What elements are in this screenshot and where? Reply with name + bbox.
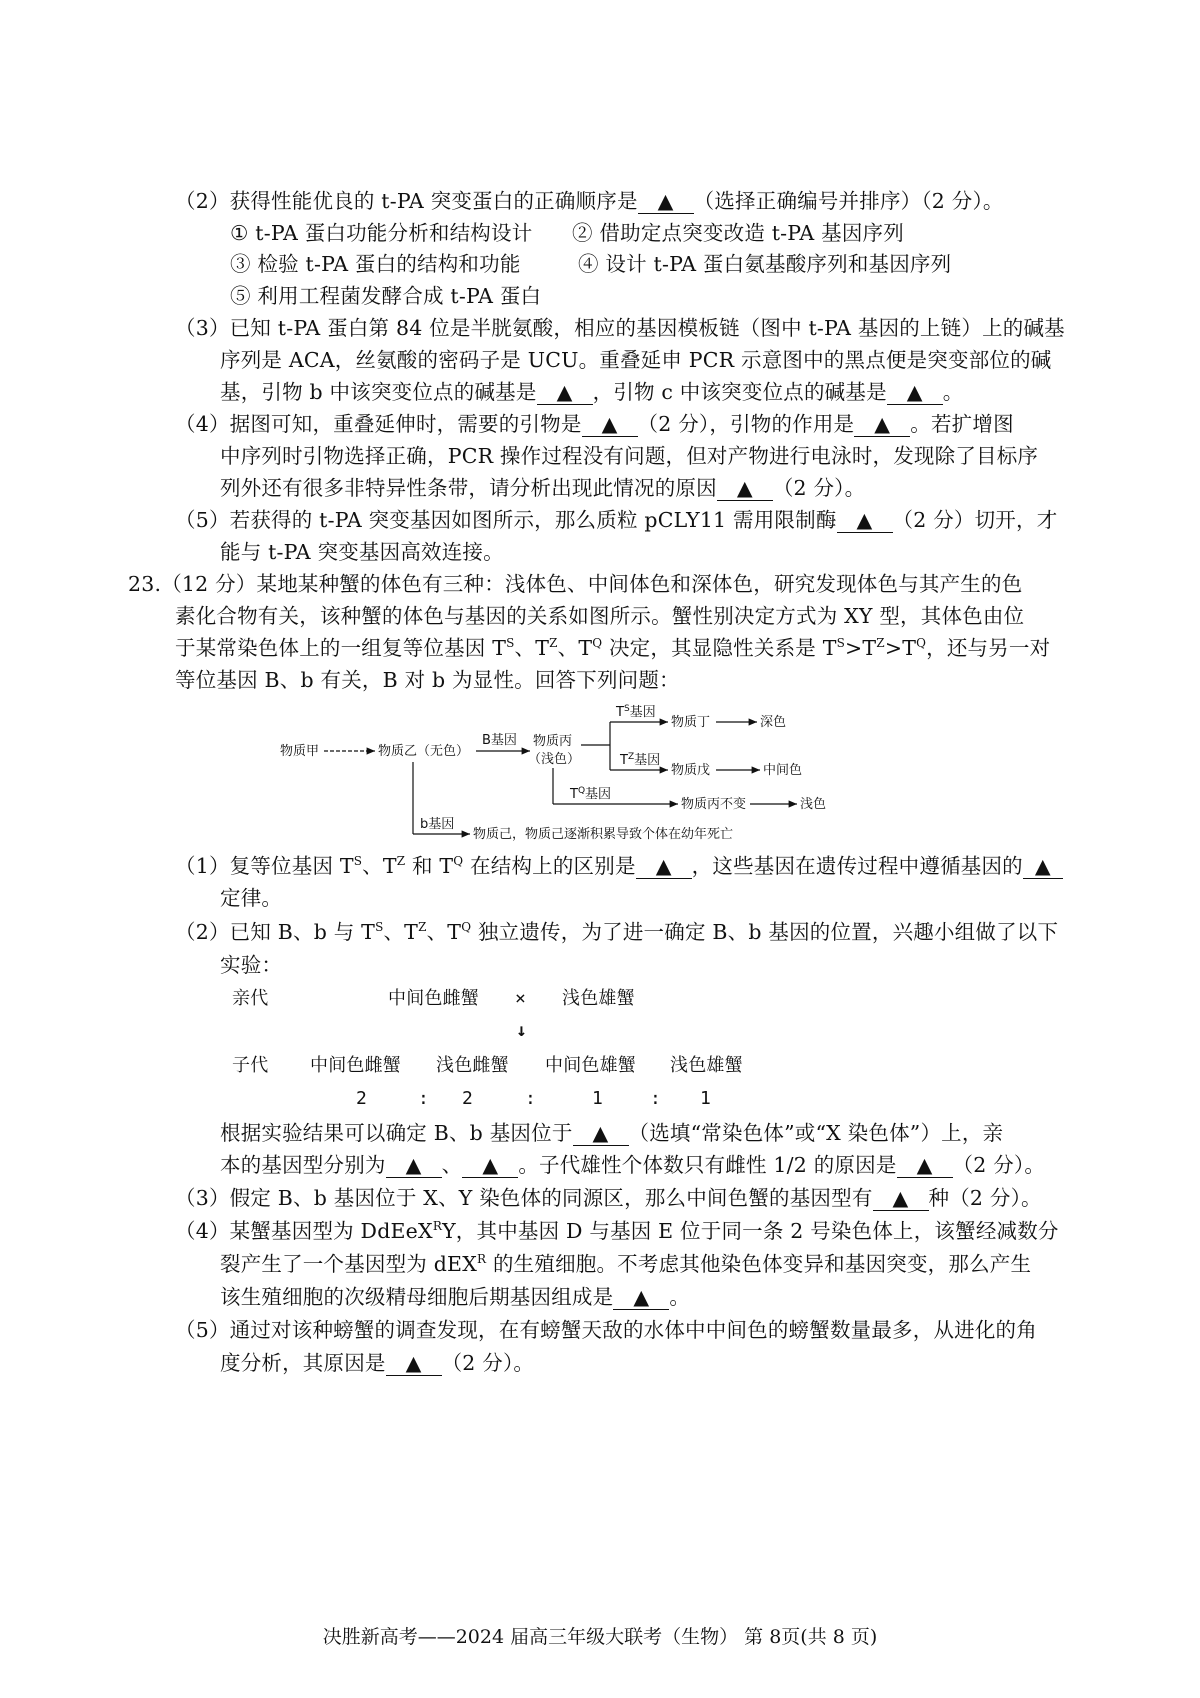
t: 和 T — [405, 854, 454, 878]
q22-p5-line1 — [175, 505, 1057, 535]
color-mid: 中间色 — [763, 763, 803, 778]
answer-blank: ▲ — [462, 1153, 518, 1178]
b-small-gene-label: b基因 — [420, 817, 455, 832]
cross-female: 中间色雌蟹 — [388, 988, 479, 1009]
q23-p4-line1 — [175, 1216, 1059, 1246]
q23-p2-line2: 实验： — [220, 953, 283, 977]
q22-p4-line3 — [220, 473, 865, 503]
t: 、T — [514, 636, 550, 660]
cross-child-2: 浅色雌蟹 — [436, 1055, 509, 1076]
t: 本的基因型分别为 — [220, 1153, 386, 1177]
q22-p5-line2: 能与 t-PA 突变基因高效连接。 — [220, 540, 504, 564]
substance-wu: 物质戊 — [671, 763, 711, 778]
q23-intro-line4: 等位基因 B、b 有关，B 对 b 为显性。回答下列问题： — [175, 668, 680, 692]
q22-p4-l3-text: 列外还有很多非特异性条带，请分析出现此情况的原因 — [220, 476, 717, 500]
q23-p2-line4 — [220, 1150, 1045, 1180]
ratio-colon: : — [525, 1088, 537, 1109]
cross-arrow: ↓ — [516, 1020, 528, 1041]
answer-blank: ▲ — [386, 1351, 442, 1376]
ratio-2: 2 — [462, 1088, 474, 1109]
q23-p5-line2 — [220, 1348, 534, 1378]
t: （2）已知 B、b 与 T — [175, 920, 376, 944]
t: 裂产生了一个基因型为 dEX — [220, 1252, 477, 1276]
t: 该生殖细胞的次级精母细胞后期基因组成是 — [220, 1285, 614, 1309]
t: 、T — [383, 920, 419, 944]
answer-blank: ▲ — [897, 1153, 953, 1178]
answer-blank: ▲ — [873, 1186, 929, 1211]
t: 于某常染色体上的一组复等位基因 T — [175, 636, 507, 660]
t: （4）某蟹基因型为 DdEeX — [175, 1219, 433, 1243]
q22-p4-line1 — [175, 409, 1014, 439]
answer-blank: ▲ — [854, 412, 910, 437]
option-4: ④ 设计 t-PA 蛋白氨基酸序列和基因序列 — [578, 252, 952, 276]
ratio-4: 1 — [700, 1088, 712, 1109]
q23-p4-line3 — [220, 1282, 690, 1312]
sup: Z — [396, 854, 406, 869]
ratio-3: 1 — [592, 1088, 604, 1109]
q22-p3-l3-end: 。 — [942, 380, 964, 404]
cross-times: × — [515, 988, 527, 1009]
q22-p5-text2: （2 分）切开，才 — [892, 508, 1058, 532]
t: 。 — [669, 1285, 691, 1309]
answer-blank: ▲ — [837, 508, 893, 533]
sup: Q — [461, 920, 472, 935]
sup: S — [506, 636, 515, 651]
q23-p4-line2 — [220, 1249, 1031, 1279]
tq-gene-label: $T^Q$基因 — [570, 786, 612, 802]
gene-pathway-diagram — [270, 700, 910, 850]
page-footer: 决胜新高考——2024 届高三年级大联考（生物） 第 8页(共 8 页) — [322, 1626, 878, 1648]
q23-intro-line1: 23.（12 分）某地某种蟹的体色有三种：浅体色、中间体色和深体色，研究发现体色与其产生的色 — [128, 572, 1023, 596]
t: 独立遗传，为了进一确定 B、b 基因的位置，兴趣小组做了以下 — [471, 920, 1059, 944]
t: Y，其中基因 D 与基因 E 位于同一条 2 号染色体上，该蟹经减数分 — [442, 1219, 1059, 1243]
ratio-1: 2 — [356, 1088, 368, 1109]
sup: Z — [549, 636, 558, 651]
t: 种（2 分）。 — [928, 1186, 1042, 1210]
sup: Q — [916, 636, 927, 651]
q23-p1-line2: 定律。 — [220, 886, 283, 910]
answer-blank: ▲ — [613, 1285, 669, 1310]
answer-blank: ▲ — [887, 380, 943, 405]
t: 、T — [426, 920, 462, 944]
t: （1）复等位基因 T — [175, 854, 354, 878]
sup: S — [353, 854, 363, 869]
sup: S — [375, 920, 384, 935]
q22-p4-line2: 中序列时引物选择正确，PCR 操作过程没有问题，但对产物进行电泳时，发现除了目标序 — [220, 444, 1039, 468]
sup: Q — [592, 636, 603, 651]
tz-gene-label: $T^Z$基因 — [620, 752, 661, 768]
cross-male: 浅色雄蟹 — [562, 988, 635, 1009]
q22-p5-text: （5）若获得的 t-PA 突变基因如图所示，那么质粒 pCLY11 需用限制酶 — [175, 508, 837, 532]
answer-blank: ▲ — [582, 412, 638, 437]
option-3: ③ 检验 t-PA 蛋白的结构和功能 — [230, 252, 521, 276]
t: （选填“常染色体”或“X 染色体”）上，亲 — [628, 1121, 1004, 1145]
option-1: ① t-PA 蛋白功能分析和结构设计 — [230, 221, 533, 245]
q22-p3-line2: 序列是 ACA，丝氨酸的密码子是 UCU。重叠延申 PCR 示意图中的黑点便是突变部位的碱 — [220, 348, 1052, 372]
q23-intro-line2: 素化合物有关，该种蟹的体色与基因的关系如图所示。蟹性别决定方式为 XY 型，其体色由位 — [175, 604, 1025, 628]
cross-child-4: 浅色雄蟹 — [670, 1055, 743, 1076]
q22-p4-text2: （2 分），引物的作用是 — [637, 412, 855, 436]
color-deep: 深色 — [760, 715, 787, 730]
q22-part2-line — [175, 186, 1004, 216]
t: 、 — [441, 1153, 463, 1177]
q23-p1-line1 — [175, 851, 1063, 881]
t: （2 分）。 — [441, 1351, 535, 1375]
q22-p4-text3: 。若扩增图 — [910, 412, 1014, 436]
b-gene-label: B基因 — [482, 733, 517, 748]
substance-bing-unchanged: 物质丙不变 — [681, 797, 747, 812]
ratio-colon: : — [418, 1088, 430, 1109]
substance-ji: 物质己，物质己逐渐积累导致个体在幼年死亡 — [473, 827, 734, 842]
t: 度分析，其原因是 — [220, 1351, 386, 1375]
substance-yi: 物质乙（无色） — [378, 744, 470, 759]
q23-p5-line1: （5）通过对该种螃蟹的调查发现，在有螃蟹天敌的水体中中间色的螃蟹数量最多，从进化的角 — [175, 1318, 1037, 1342]
sup: Z — [876, 636, 885, 651]
sup: Q — [453, 854, 464, 869]
option-2: ② 借助定点突变改造 t-PA 基因序列 — [572, 221, 904, 245]
q22-p3-l3-text: 基，引物 b 中该突变位点的碱基是 — [220, 380, 537, 404]
q23-intro-line3 — [175, 633, 1050, 663]
q23-p3-line — [175, 1183, 1042, 1213]
q23-p2-line3 — [220, 1118, 1003, 1148]
t: 在结构上的区别是 — [463, 854, 636, 878]
answer-blank: ▲ — [1023, 854, 1063, 879]
option-5: ⑤ 利用工程菌发酵合成 t-PA 蛋白 — [230, 284, 542, 308]
substance-ding: 物质丁 — [671, 715, 711, 730]
substance-bing: 物质丙 — [533, 734, 573, 749]
t: ，还与另一对 — [926, 636, 1051, 660]
cross-child-3: 中间色雄蟹 — [545, 1055, 636, 1076]
t: 决定，其显隐性关系是 T — [602, 636, 837, 660]
t: ，这些基因在遗传过程中遵循基因的 — [691, 854, 1023, 878]
q22-p2-text-end: （选择正确编号并排序）（2 分）。 — [693, 189, 1004, 213]
t: >T — [884, 636, 917, 660]
q22-p3-l3-text2: ，引物 c 中该突变位点的碱基是 — [592, 380, 887, 404]
t: 根据实验结果可以确定 B、b 基因位于 — [220, 1121, 573, 1145]
sup: S — [836, 636, 845, 651]
substance-jia: 物质甲 — [280, 744, 320, 759]
t: （3）假定 B、b 基因位于 X、Y 染色体的同源区，那么中间色蟹的基因型有 — [175, 1186, 873, 1210]
t: （2 分）。 — [952, 1153, 1046, 1177]
cross-parent-label: 亲代 — [232, 988, 269, 1009]
t: 的生殖细胞。不考虑其他染色体变异和基因突变，那么产生 — [486, 1252, 1032, 1276]
t: >T — [845, 636, 877, 660]
ts-gene-label: $T^S$基因 — [616, 704, 656, 720]
cross-child-label: 子代 — [232, 1055, 269, 1076]
q23-p2-line1 — [175, 917, 1058, 947]
q22-p3-line3 — [220, 377, 963, 407]
color-light: 浅色 — [800, 797, 827, 812]
t: 。子代雄性个体数只有雌性 1/2 的原因是 — [518, 1153, 897, 1177]
answer-blank: ▲ — [638, 189, 694, 214]
q22-p3-line1: （3）已知 t-PA 蛋白第 84 位是半胱氨酸，相应的基因模板链（图中 t-PA 基因的上链）上的碱基 — [175, 316, 1065, 340]
sup: Z — [418, 920, 427, 935]
t: 、T — [557, 636, 593, 660]
substance-bing-color: （浅色） — [528, 752, 581, 767]
answer-blank: ▲ — [636, 854, 692, 879]
cross-child-1: 中间色雌蟹 — [310, 1055, 401, 1076]
ratio-colon: : — [650, 1088, 662, 1109]
sup: R — [432, 1219, 443, 1234]
q22-p4-text: （4）据图可知，重叠延伸时，需要的引物是 — [175, 412, 582, 436]
answer-blank: ▲ — [386, 1153, 442, 1178]
q22-p4-l3-end: （2 分）。 — [772, 476, 866, 500]
answer-blank: ▲ — [717, 476, 773, 501]
answer-blank: ▲ — [573, 1121, 629, 1146]
answer-blank: ▲ — [537, 380, 593, 405]
sup: R — [477, 1252, 487, 1267]
q22-p2-text: （2）获得性能优良的 t-PA 突变蛋白的正确顺序是 — [175, 189, 638, 213]
t: 、T — [362, 854, 397, 878]
